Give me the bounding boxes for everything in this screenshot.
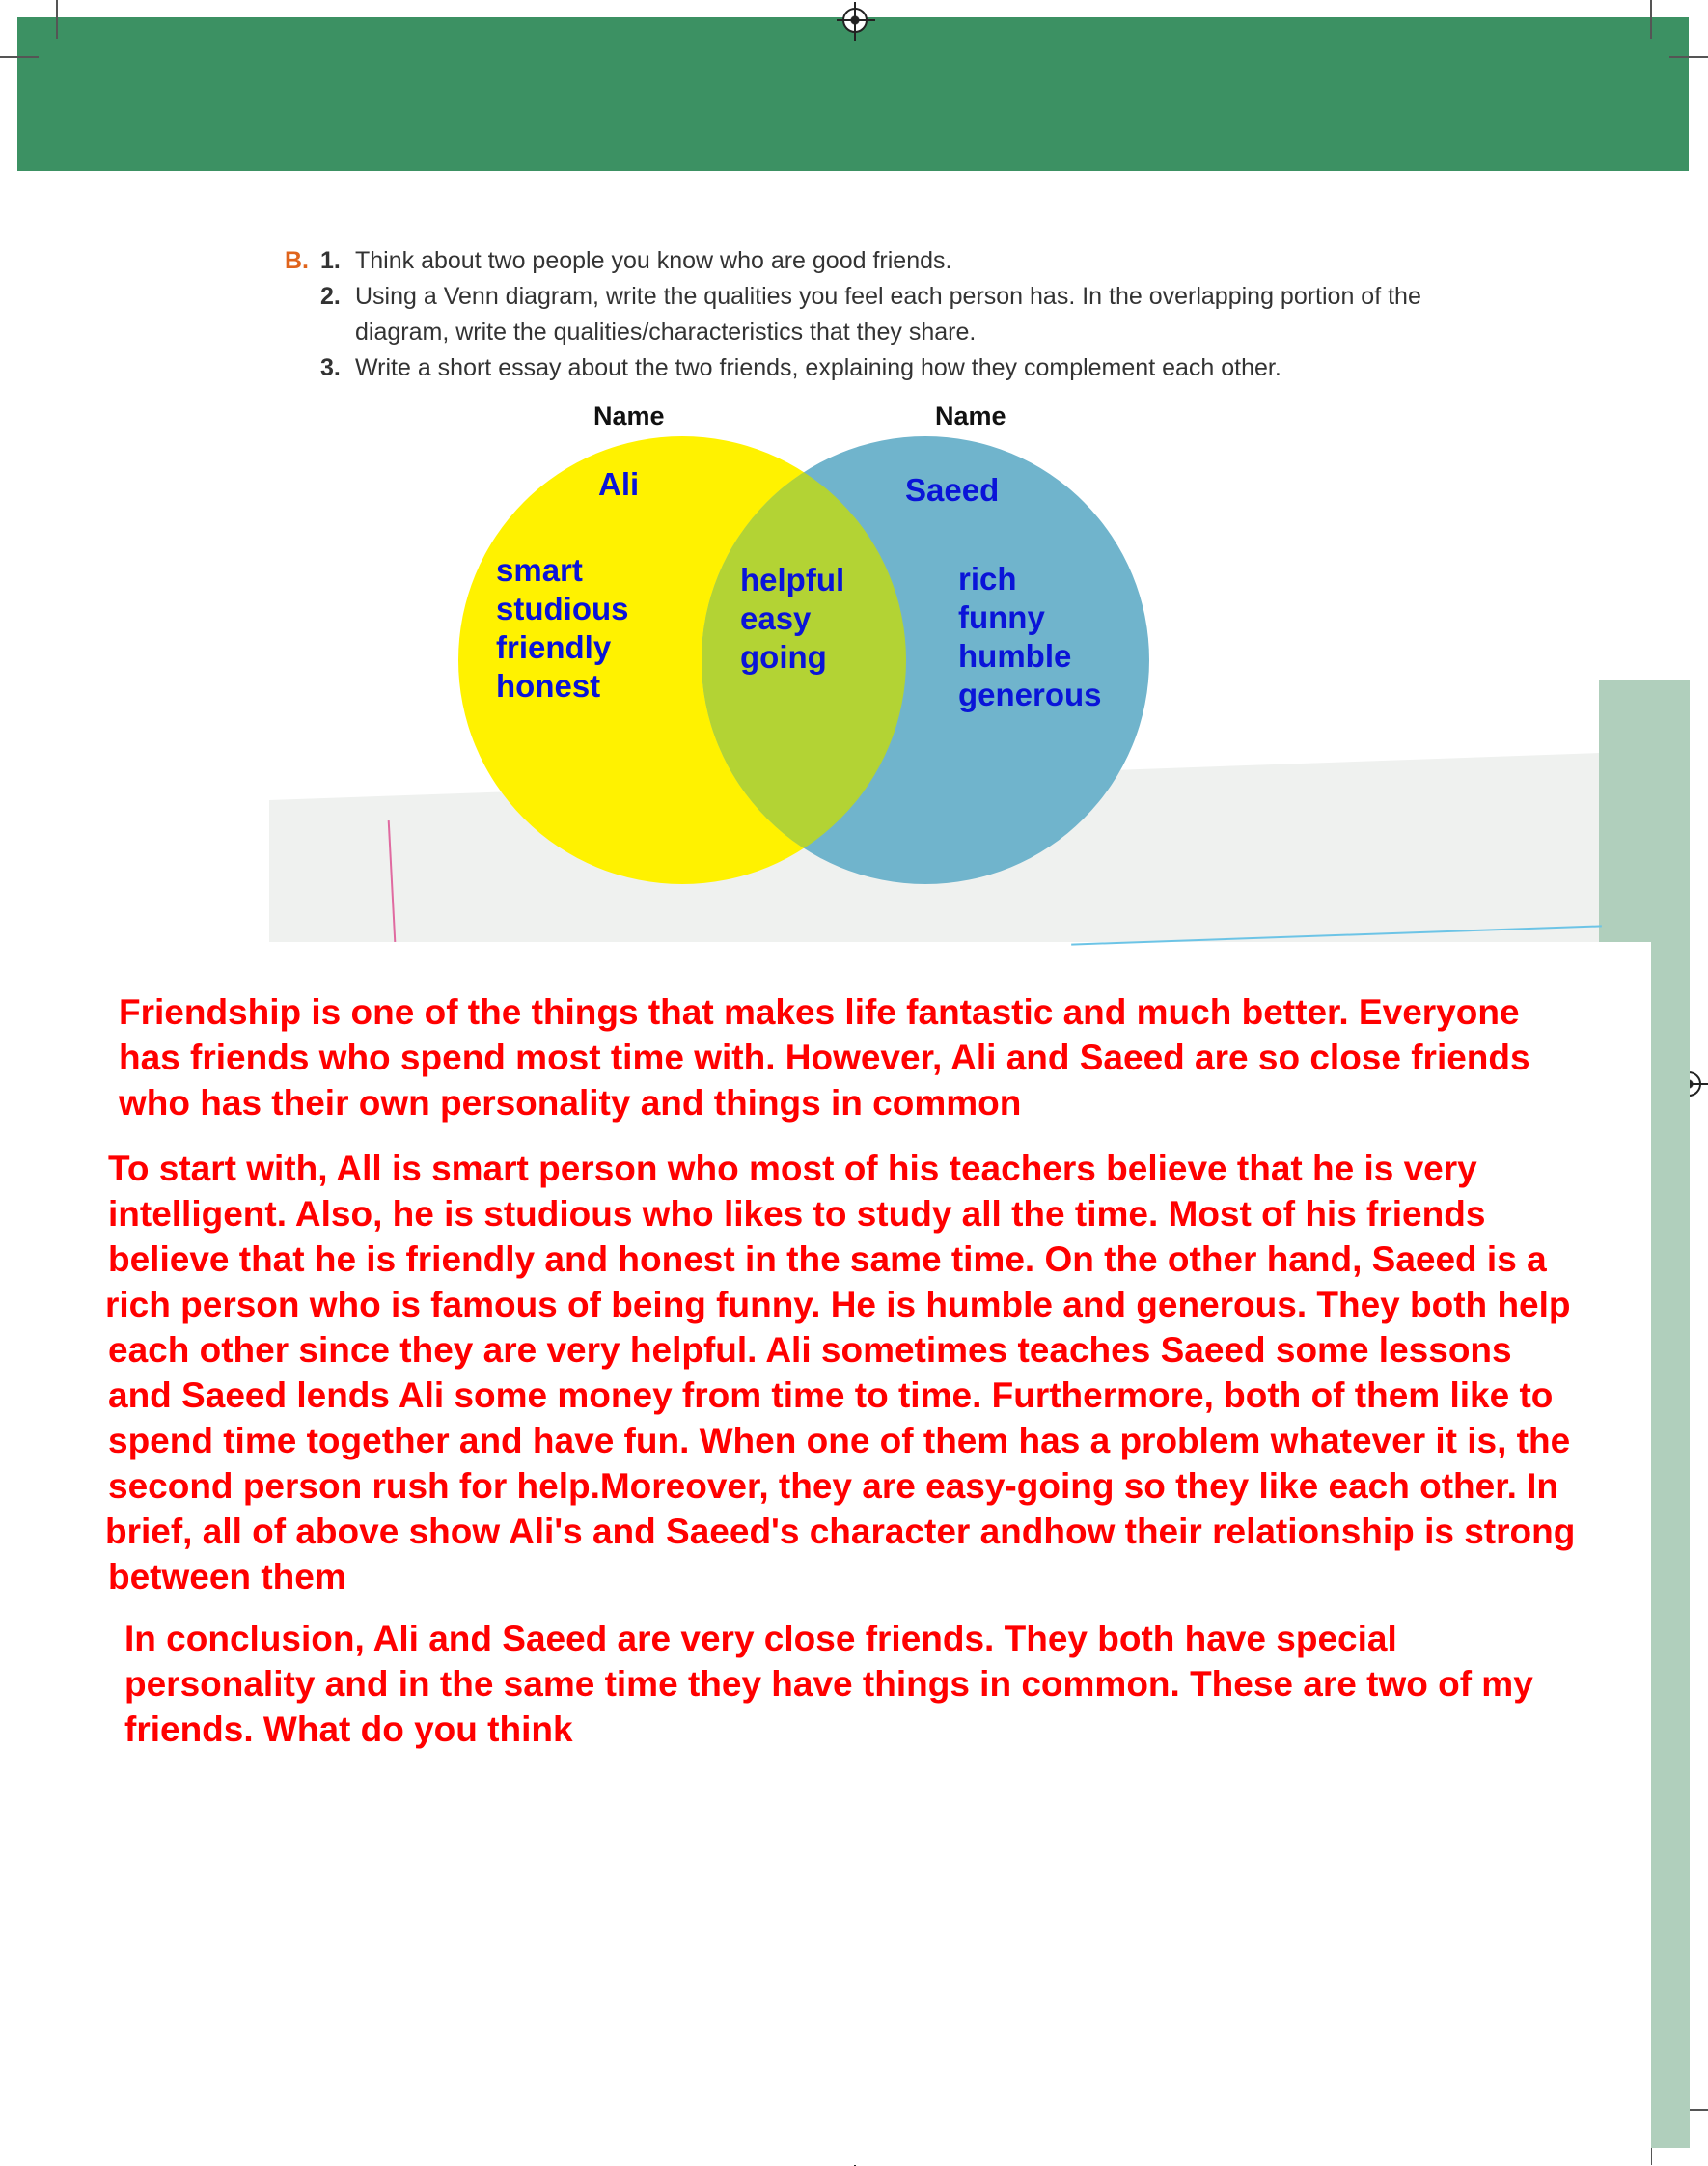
venn-left-label: Name	[593, 402, 665, 430]
side-strip	[1599, 680, 1651, 942]
instruction-number: 2.	[320, 283, 341, 310]
instruction-3	[285, 350, 1542, 386]
venn-shared-qualities: helpful easy going	[740, 562, 845, 675]
essay-paragraph-2: To start with, All is smart person who most of his teachers believe that he is very intelligent. Also, he is studious who likes to study all the time. Most of his friends believe that he is friendly and honest in the same time. On the other hand, Saeed is a rich person who is famous of being funny. He is humble and generous. They both help each other since they are very helpful. Ali sometimes teaches Saeed some lessons and Saeed lends Ali some money from time to time. Furthermore, both of them like to spend time together and have fun. When one of them has a problem whatever it is, the second person rush for help.Moreover, they are easy-going so they like each other. In brief, all of above show Ali's and Saeed's character andhow their relationship is strong between them	[105, 1149, 1576, 1597]
crop-mark	[1669, 56, 1708, 58]
instructions	[285, 243, 1542, 386]
crop-mark	[1650, 0, 1652, 39]
instruction-text: Write a short essay about the two friends, explaining how they complement each other.	[355, 354, 1281, 381]
venn-right-qualities: rich funny humble generous	[958, 561, 1102, 712]
crop-mark	[56, 0, 58, 39]
header-band	[17, 17, 1689, 171]
instruction-text: Using a Venn diagram, write the qualities you feel each person has. In the overlapping portion of the diagram, write the qualities/characteristics that they share.	[355, 283, 1421, 346]
venn-right-name: Saeed	[905, 472, 1000, 508]
instruction-number: 3.	[320, 354, 341, 381]
essay-paragraph-3: In conclusion, Ali and Saeed are very close friends. They both have special personality and in the same time they have things in common. These are two of my friends. What do you think	[124, 1619, 1533, 1749]
essay-paragraph-1: Friendship is one of the things that makes life fantastic and much better. Everyone has friends who spend most time with. However, Ali and Saeed are so close friends who has their own personality and things in common	[119, 992, 1530, 1123]
section-letter: B.	[285, 247, 309, 274]
instruction-text: Think about two people you know who are good friends.	[355, 247, 952, 274]
instruction-number: 1.	[320, 247, 341, 274]
instruction-1	[285, 243, 1542, 279]
venn-left-qualities: smart studious friendly honest	[496, 552, 629, 704]
side-strip	[1651, 680, 1690, 2148]
venn-left-name: Ali	[598, 466, 640, 502]
instruction-2	[285, 279, 1542, 350]
registration-mark-icon	[842, 8, 868, 33]
venn-right-label: Name	[935, 402, 1006, 430]
crop-mark	[0, 56, 39, 58]
